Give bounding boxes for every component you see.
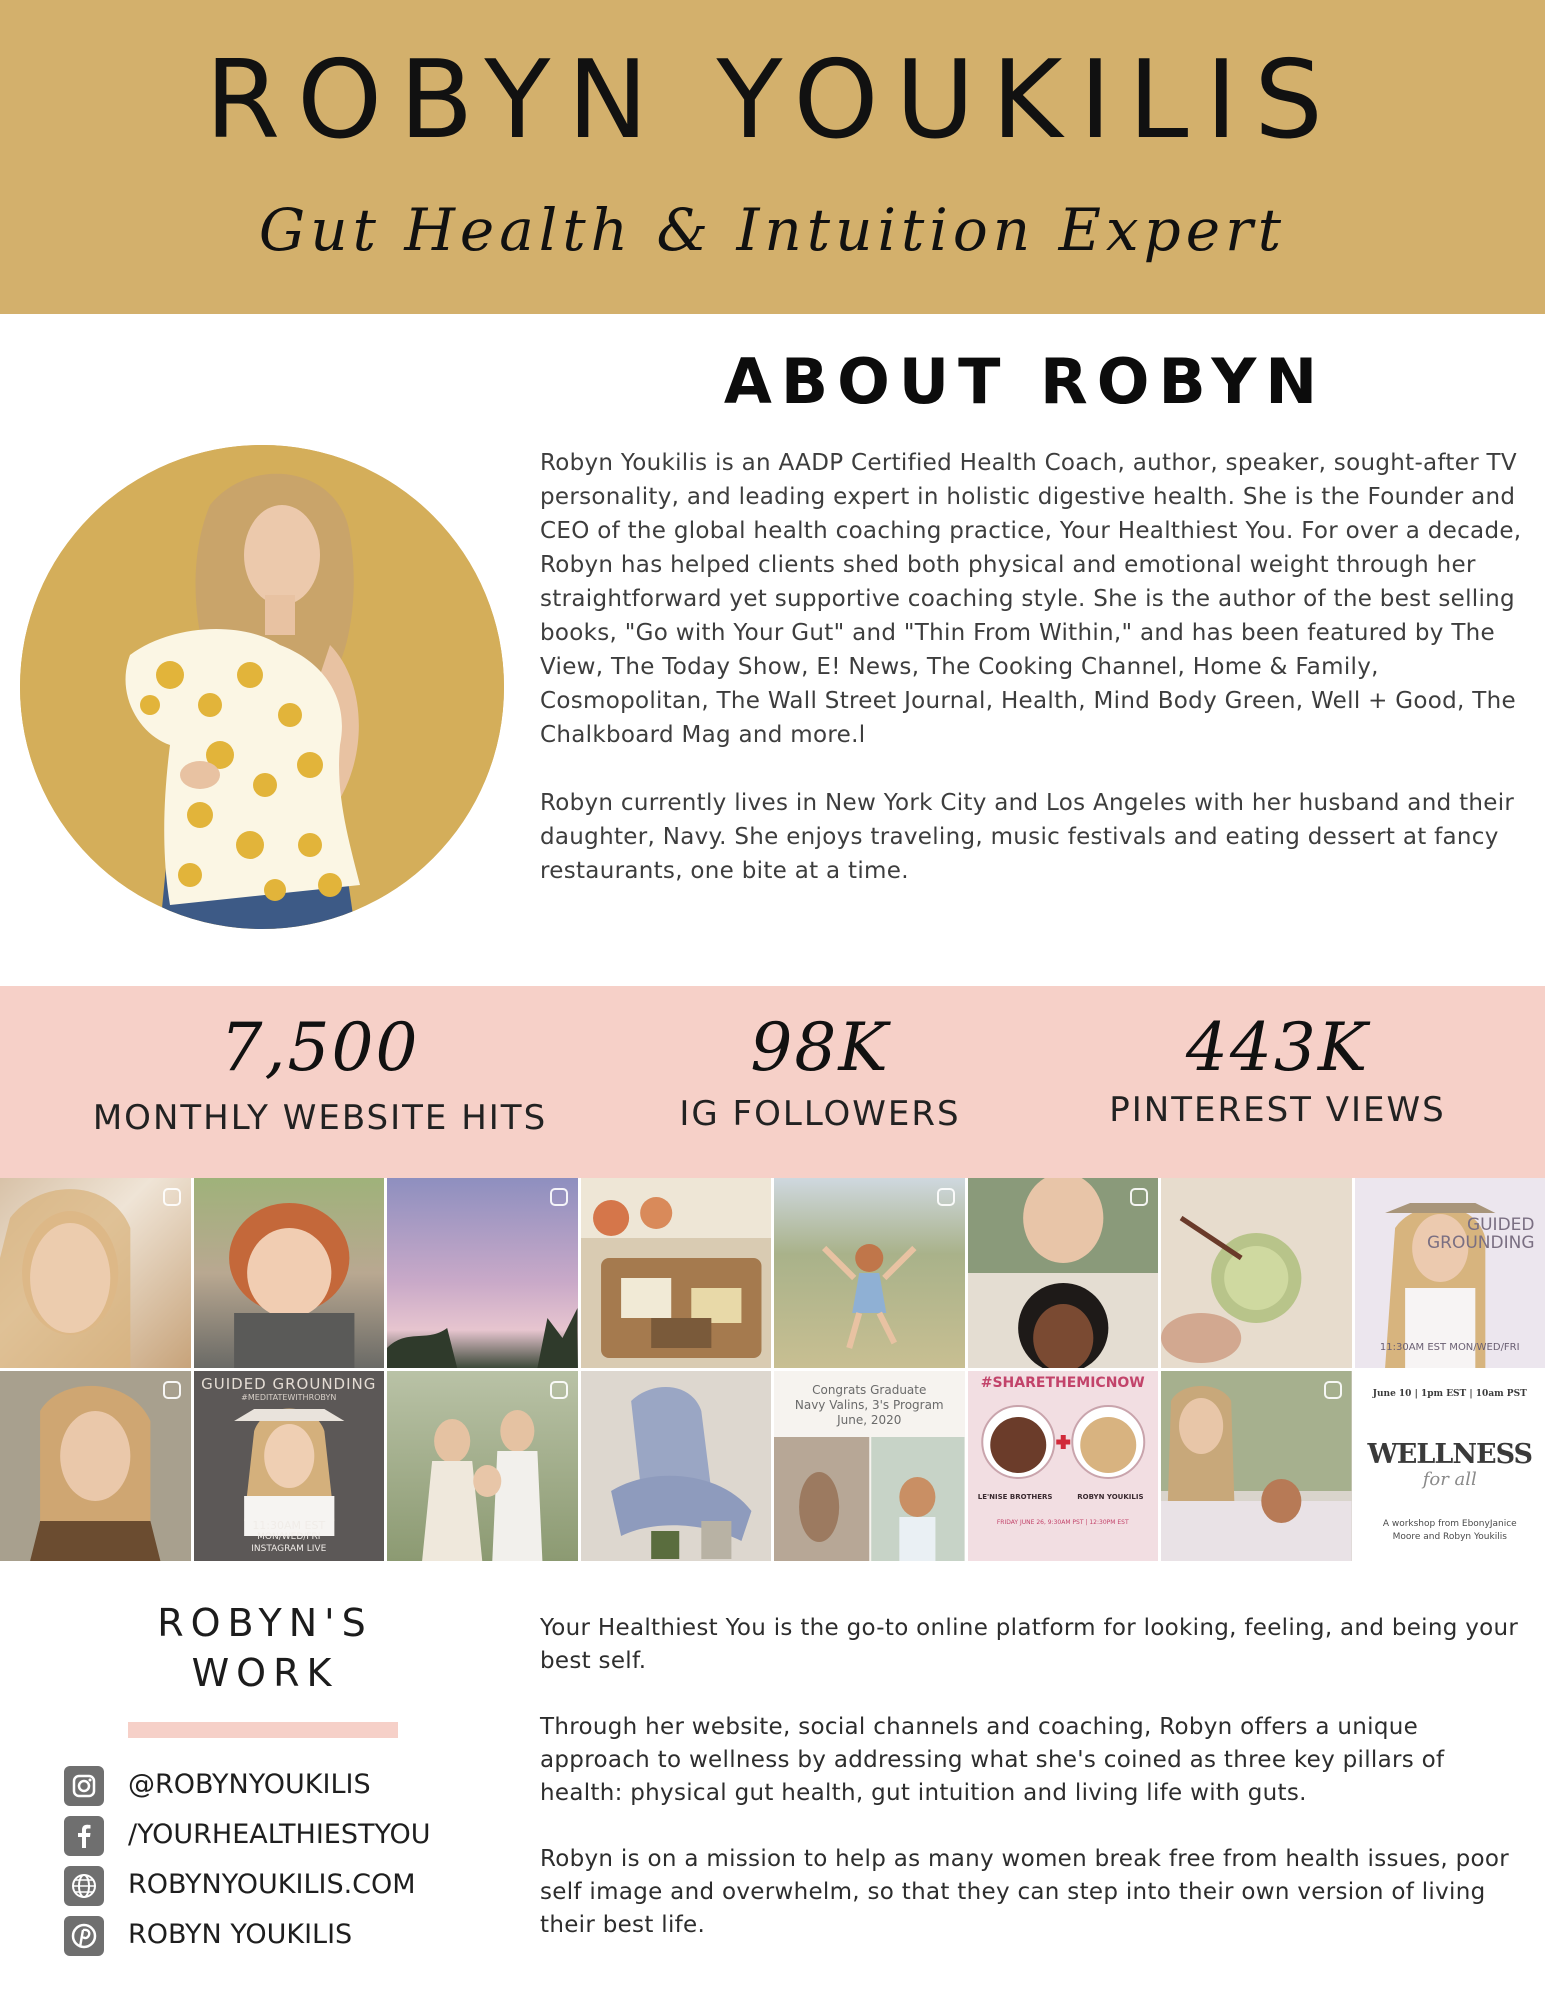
tagline: Gut Health & Intuition Expert xyxy=(258,196,1287,264)
stat-label: IG FOLLOWERS xyxy=(679,1094,961,1134)
guided-title-line: GROUNDING xyxy=(1426,1233,1535,1252)
photo-tile xyxy=(194,1371,385,1561)
wellness-title: WELLNESS xyxy=(1367,1439,1533,1470)
share-host-name: ROBYN YOUKILIS xyxy=(1077,1493,1144,1501)
guided-title-line: GUIDED xyxy=(1466,1216,1535,1235)
stat-label: MONTHLY WEBSITE HITS xyxy=(92,1098,548,1138)
photo-tile xyxy=(1161,1371,1352,1561)
stat-value: 443K xyxy=(1185,1009,1370,1086)
social-facebook[interactable] xyxy=(64,1812,484,1856)
photo-tile xyxy=(1355,1178,1545,1368)
social-handle: ROBYN YOUKILIS xyxy=(128,1919,353,1950)
social-handle: ROBYNYOUKILIS.COM xyxy=(128,1869,416,1900)
stat-label: PINTEREST VIEWS xyxy=(1109,1090,1446,1130)
globe-icon xyxy=(64,1866,104,1906)
instagram-photo-grid xyxy=(0,1178,1545,1562)
photo-tile xyxy=(1355,1371,1545,1561)
photo-tile xyxy=(387,1178,578,1368)
work-body xyxy=(540,1612,1520,1942)
photo-tile xyxy=(968,1178,1159,1368)
work-heading xyxy=(100,1598,430,1698)
header-banner xyxy=(0,0,1545,314)
photo-tile xyxy=(387,1371,578,1561)
gallery-icon xyxy=(937,1188,955,1206)
work-paragraph-2: Through her website, social channels and coaching, Robyn offers a unique approach to wellness by addressing what she's coined as three key pillars of health: physical gut health, gut intuition and living life with guts. xyxy=(540,1714,1445,1806)
about-heading: ABOUT ROBYN xyxy=(723,345,1327,418)
page-title: ROBYN YOUKILIS xyxy=(205,38,1340,163)
stat-value: 98K xyxy=(750,1009,890,1086)
graduate-line: June, 2020 xyxy=(837,1413,902,1427)
social-pinterest[interactable] xyxy=(64,1912,484,1956)
reel-icon xyxy=(1130,1188,1148,1206)
guided-ig-live: INSTAGRAM LIVE xyxy=(251,1544,327,1554)
guided-schedule: 11:30AM EST MON/WED/FRI xyxy=(1379,1342,1520,1353)
pinterest-icon xyxy=(64,1916,104,1956)
guided-time: 11:30AM EST xyxy=(252,1519,326,1532)
guided-grounding-title: GUIDED GROUNDING xyxy=(201,1375,377,1393)
photo-tile xyxy=(1161,1178,1352,1368)
photo-tile xyxy=(581,1371,772,1561)
social-instagram[interactable] xyxy=(64,1762,484,1806)
instagram-icon xyxy=(64,1766,104,1806)
about-paragraph-2: Robyn currently lives in New York City and Los Angeles with her husband and their daughter, Navy. She enjoys traveling, music festivals and eating dessert at fancy restaurants, one bite at a time. xyxy=(540,790,1515,884)
photo-tile xyxy=(774,1371,965,1561)
wellness-line: Moore and Robyn Youkilis xyxy=(1392,1532,1507,1542)
portrait-photo xyxy=(20,445,504,929)
social-handle: /YOURHEALTHIESTYOU xyxy=(128,1819,431,1850)
work-heading-line: WORK xyxy=(191,1651,339,1695)
social-website[interactable] xyxy=(64,1862,484,1906)
photo-tile xyxy=(194,1178,385,1368)
share-guest-name: LE'NISE BROTHERS xyxy=(977,1493,1053,1501)
photo-tile xyxy=(0,1178,191,1368)
work-paragraph-1: Your Healthiest You is the go-to online platform for looking, feeling, and being your best self. xyxy=(540,1615,1519,1674)
guided-days: MON/WED/FRI xyxy=(257,1532,321,1542)
photo-tile xyxy=(968,1371,1159,1561)
work-paragraph-3: Robyn is on a mission to help as many women break free from health issues, poor self image and overwhelm, so that they can step into their own version of living their best life. xyxy=(540,1846,1510,1938)
share-hashtag: #SHARETHEMICNOW xyxy=(980,1375,1145,1391)
stats-band xyxy=(0,986,1545,1178)
stat-pinterest-views xyxy=(1080,1008,1475,1132)
photo-tile xyxy=(0,1371,191,1561)
wellness-line: A workshop from EbonyJanice xyxy=(1382,1519,1517,1529)
wellness-subtitle: for all xyxy=(1422,1469,1477,1490)
photo-tile xyxy=(581,1178,772,1368)
facebook-icon xyxy=(64,1816,104,1856)
reel-icon xyxy=(163,1188,181,1206)
about-paragraph-1: Robyn Youkilis is an AADP Certified Health Coach, author, speaker, sought-after TV personality, and leading expert in holistic digestive health. She is the Founder and CEO of the global health coaching practice, Your Healthiest You. For over a decade, Robyn has helped clients shed both physical and emotional weight through her straightforward yet supportive coaching style. She is the author of the best selling books, "Go with Your Gut" and "Thin From Within," and has been featured by The View, The Today Show, E! News, The Cooking Channel, Home & Family, Cosmopolitan, The Wall Street Journal, Health, Mind Body Green, Well + Good, The Chalkboard Mag and more.l xyxy=(540,450,1522,748)
share-date: FRIDAY JUNE 26, 9:30AM PST | 12:30PM EST xyxy=(996,1519,1129,1526)
graduate-line: Navy Valins, 3's Program xyxy=(794,1398,944,1412)
work-heading-line: ROBYN'S xyxy=(157,1601,373,1645)
stat-ig-followers xyxy=(620,1008,1020,1136)
stat-website-hits xyxy=(70,1008,570,1140)
wellness-date: June 10 | 1pm EST | 10am PST xyxy=(1372,1389,1527,1399)
gallery-icon xyxy=(550,1188,568,1206)
gallery-icon xyxy=(550,1381,568,1399)
photo-tile xyxy=(774,1178,965,1368)
graduate-line: Congrats Graduate xyxy=(812,1383,927,1397)
about-body xyxy=(540,446,1530,888)
stat-value: 7,500 xyxy=(220,1009,420,1086)
guided-hashtag: #MEDITATEWITHROBYN xyxy=(241,1393,337,1402)
social-handle: @ROBYNYOUKILIS xyxy=(128,1769,371,1800)
reel-icon xyxy=(1324,1381,1342,1399)
reel-icon xyxy=(163,1381,181,1399)
divider-bar xyxy=(128,1722,398,1738)
